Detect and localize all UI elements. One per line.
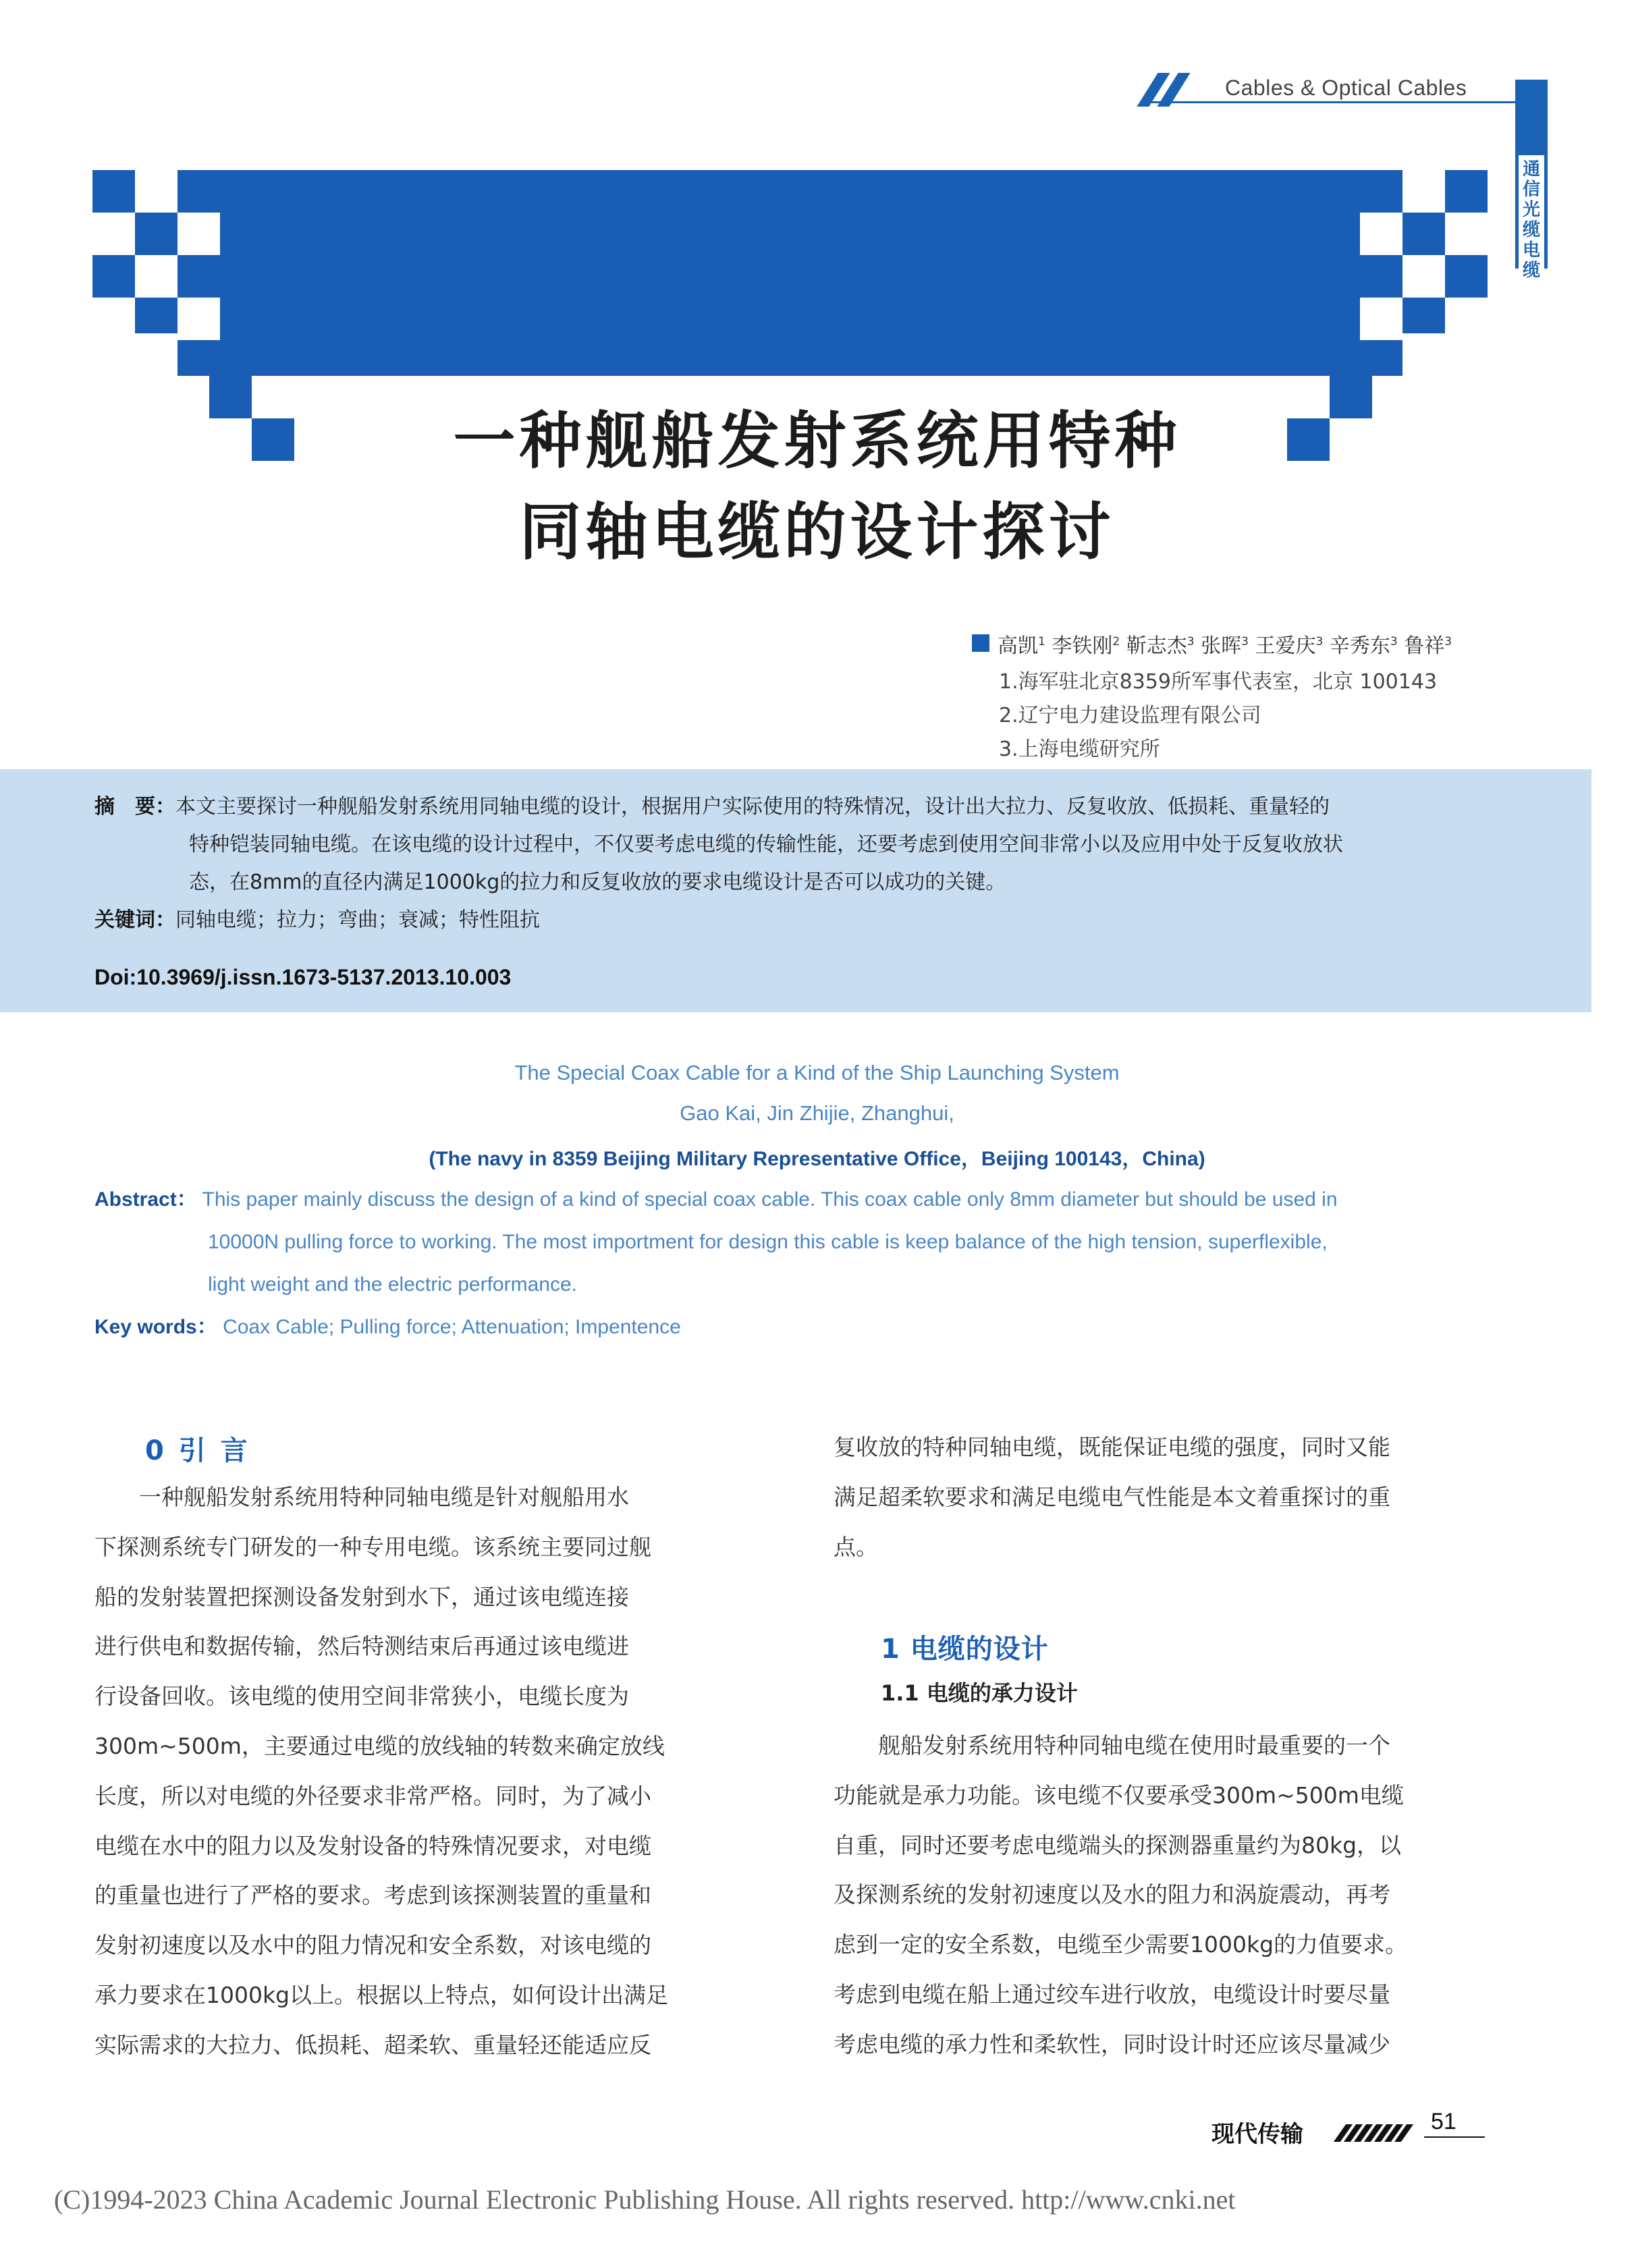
section-0-heading: 0 引 言 xyxy=(145,1435,250,1466)
english-title: The Special Coax Cable for a Kind of the Ship Launching System xyxy=(514,1061,1120,1084)
english-abstract-line-2: 10000N pulling force to working. The most importment for design this cable is keep balance of the high tension, superflexible, xyxy=(208,1231,1328,1253)
author-name: 李铁刚 xyxy=(1052,634,1113,658)
body-text-line: 考虑到电缆在船上通过绞车进行收放，电缆设计时要尽量 xyxy=(834,1981,1390,2008)
body-text-line: 及探测系统的发射初速度以及水的阻力和涡旋震动，再考 xyxy=(834,1881,1390,1908)
footer-stripes-icon xyxy=(1340,2124,1411,2145)
author-name: 张晖 xyxy=(1201,634,1242,658)
author-affiliation-marker: 2 xyxy=(1112,635,1120,648)
paper-title-line1: 一种舰船发射系统用特种 xyxy=(453,405,1181,477)
body-text-line: 承力要求在1000kg以上。根据以上特点，如何设计出满足 xyxy=(94,1981,669,2008)
body-text-line: 船的发射装置把探测设备发射到水下，通过该电缆连接 xyxy=(94,1583,629,1610)
journal-name-footer: 现代传输 xyxy=(1211,2121,1303,2148)
body-text-line: 考虑电缆的承力性和柔软性，同时设计时还应该尽量减少 xyxy=(834,2030,1390,2057)
author-affiliation-marker: 1 xyxy=(1038,635,1045,648)
body-text-line: 功能就是承力功能。该电缆不仅要承受300m~500m电缆 xyxy=(834,1781,1404,1808)
author-affiliation-marker: 3 xyxy=(1241,635,1249,648)
right-column-top xyxy=(834,1422,1508,1572)
english-keywords-label: Key words： xyxy=(94,1316,217,1338)
body-text-line: 下探测系统专门研发的一种专用电缆。该系统主要同过舰 xyxy=(94,1533,651,1560)
footer-rule xyxy=(1424,2136,1485,2138)
side-tab-label: 通信光缆电缆 xyxy=(1522,159,1540,281)
author-affiliation-marker: 3 xyxy=(1315,635,1324,648)
body-text-line: 发射初速度以及水中的阻力情况和安全系数，对该电缆的 xyxy=(94,1932,651,1959)
abstract-line-2: 特种铠装同轴电缆。在该电缆的设计过程中，不仅要考虑电缆的传输性能，还要考虑到使用空间非常小以及应用中处于反复收放状 xyxy=(189,833,1343,856)
affiliation-1: 1.海军驻北京8359所军事代表室，北京 100143 xyxy=(999,670,1438,694)
body-text-line: 300m~500m，主要通过电缆的放线轴的转数来确定放线 xyxy=(94,1732,665,1759)
author-bullet-icon xyxy=(972,634,989,652)
author-affiliation-marker: 3 xyxy=(1390,635,1398,648)
author-name: 高凯 xyxy=(998,634,1038,658)
body-text-line: 的重量也进行了严格的要求。考虑到该探测装置的重量和 xyxy=(94,1882,651,1909)
author-affiliation-marker: 3 xyxy=(1187,635,1195,648)
left-column xyxy=(94,1472,769,2070)
author-list xyxy=(998,629,1452,659)
body-text-line: 电缆在水中的阻力以及发射设备的特殊情况要求，对电缆 xyxy=(94,1832,651,1859)
body-text-line: 舰船发射系统用特种同轴电缆在使用时最重要的一个 xyxy=(834,1732,1390,1759)
body-text-line: 长度，所以对电缆的外径要求非常严格。同时，为了减小 xyxy=(94,1782,651,1809)
abstract-label: 摘 要： xyxy=(94,795,175,819)
english-abstract-label: Abstract： xyxy=(94,1188,197,1211)
abstract-line-1: 本文主要探讨一种舰船发射系统用同轴电缆的设计，根据用户实际使用的特殊情况，设计出大拉力、反复收放、低损耗、重量轻的 xyxy=(175,795,1330,819)
body-text-line: 满足超柔软要求和满足电缆电气性能是本文着重探讨的重 xyxy=(834,1483,1390,1510)
english-keywords: Coax Cable; Pulling force; Attenuation; Impentence xyxy=(223,1316,681,1338)
english-abstract-line-1: This paper mainly discuss the design of a kind of special coax cable. This coax cable only 8mm diameter but should be used in xyxy=(202,1188,1338,1211)
english-affiliation: (The navy in 8359 Beijing Military Representative Office，Beijing 100143，China) xyxy=(429,1148,1205,1170)
author-name: 辛秀东 xyxy=(1329,634,1390,658)
section-1-heading: 1 电缆的设计 xyxy=(881,1634,1049,1665)
english-authors: Gao Kai, Jin Zhijie, Zhanghui, xyxy=(680,1101,954,1125)
keywords-cn: 同轴电缆；拉力；弯曲；衰减；特性阻抗 xyxy=(175,908,540,932)
journal-section-title: Cables & Optical Cables xyxy=(1225,76,1467,100)
title-banner xyxy=(92,170,1488,376)
abstract-line-3: 态，在8mm的直径内满足1000kg的拉力和反复收放的要求电缆设计是否可以成功的关键。 xyxy=(189,870,1006,894)
body-text-line: 行设备回收。该电缆的使用空间非常狭小，电缆长度为 xyxy=(94,1683,629,1710)
author-name: 靳志杰 xyxy=(1126,634,1187,658)
english-abstract xyxy=(94,1178,1492,1348)
body-text-line: 复收放的特种同轴电缆，既能保证电缆的强度，同时又能 xyxy=(834,1434,1390,1460)
body-text-line: 点。 xyxy=(834,1533,878,1560)
paper-title-line2: 同轴电缆的设计探讨 xyxy=(519,496,1115,568)
copyright-notice: (C)1994-2023 China Academic Journal Electronic Publishing House. All rights reserved. http://www.cnki.net xyxy=(54,2184,1236,2215)
right-column-bottom xyxy=(834,1721,1508,2070)
subsection-1-1-heading: 1.1 电缆的承力设计 xyxy=(881,1680,1078,1706)
body-text-line: 进行供电和数据传输，然后特测结束后再通过该电缆进 xyxy=(94,1633,629,1660)
author-affiliation-marker: 3 xyxy=(1444,635,1452,648)
keywords-label: 关键词： xyxy=(94,908,175,932)
author-name: 王爱庆 xyxy=(1255,634,1316,658)
header-rule xyxy=(1147,101,1535,103)
affiliation-3: 3.上海电缆研究所 xyxy=(999,738,1160,761)
abstract-cn xyxy=(94,788,1488,939)
english-abstract-line-3: light weight and the electric performance. xyxy=(208,1273,577,1296)
affiliation-2: 2.辽宁电力建设监理有限公司 xyxy=(999,704,1261,727)
doi: Doi:10.3969/j.issn.1673-5137.2013.10.003 xyxy=(94,965,512,989)
body-text-line: 虑到一定的安全系数，电缆至少需要1000kg的力值要求。 xyxy=(834,1931,1408,1958)
body-text-line: 一种舰船发射系统用特种同轴电缆是针对舰船用水 xyxy=(94,1484,629,1510)
page-number: 51 xyxy=(1431,2109,1456,2134)
body-text-line: 实际需求的大拉力、低损耗、超柔软、重量轻还能适应反 xyxy=(94,2031,651,2058)
body-text-line: 自重，同时还要考虑电缆端头的探测器重量约为80kg，以 xyxy=(834,1831,1402,1858)
author-name: 鲁祥 xyxy=(1404,634,1445,658)
